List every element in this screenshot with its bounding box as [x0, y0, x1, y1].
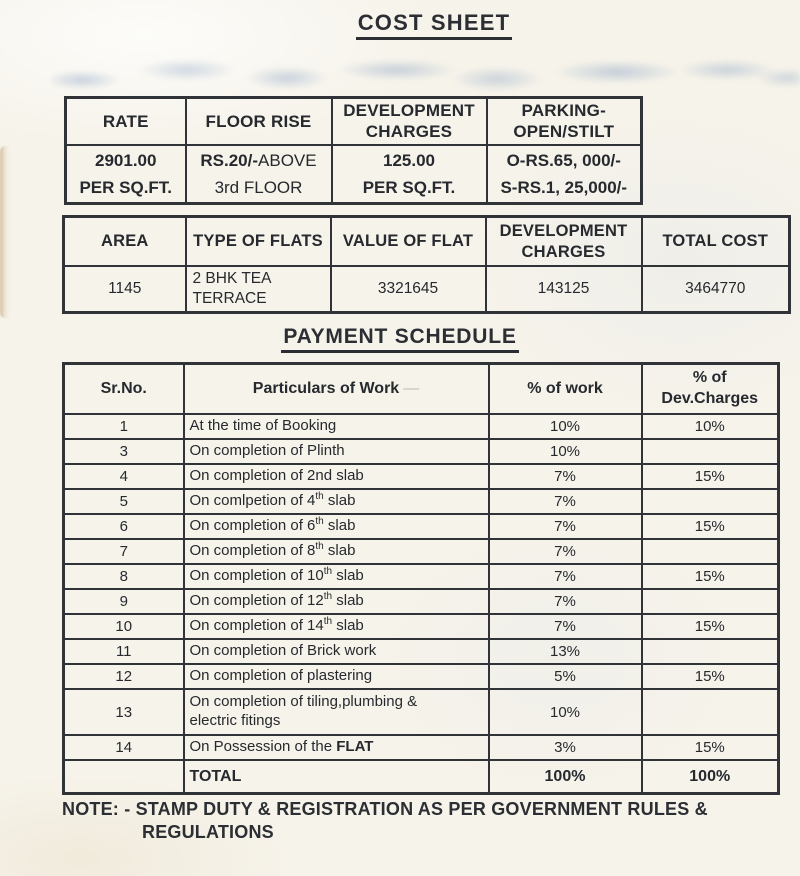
area-value: 1145: [64, 266, 186, 313]
payment-work-cell: 10%: [489, 689, 642, 735]
text-segment: On completion of 12: [189, 592, 324, 610]
text-segment: On comlpetion of 4: [189, 492, 316, 510]
text-segment: 3rd FLOOR: [214, 177, 303, 197]
payment-sr-cell: 11: [64, 639, 184, 664]
text-segment: On Possession of the: [189, 738, 337, 756]
payment-dev-cell: 15%: [642, 735, 779, 760]
page-title: [34, 1, 800, 40]
payment-dev-cell: 10%: [642, 414, 779, 439]
percent-work-header: % of work: [489, 364, 642, 415]
flat-cost-header-row: [64, 217, 790, 267]
value-of-flat-value: 3321645: [331, 266, 486, 313]
payment-dev-cell: [642, 489, 779, 514]
payment-sr-cell: 3: [64, 439, 184, 464]
text-segment: On completion of 10: [189, 567, 324, 585]
payment-dev-cell: [642, 439, 779, 464]
superscript-text: th: [323, 566, 333, 578]
payment-particulars-cell: [184, 439, 489, 464]
payment-particulars-cell: [184, 689, 489, 735]
payment-particulars-cell: [184, 489, 489, 514]
parking-value: [487, 145, 642, 204]
text-segment: On completion of 2nd slab: [189, 467, 364, 485]
payment-row: [64, 689, 779, 735]
text-segment: PER SQ.FT.: [362, 177, 456, 197]
floor-rise-value: [186, 145, 332, 204]
payment-header-row: [64, 364, 779, 415]
payment-work-cell: 13%: [489, 639, 642, 664]
note-line1: NOTE: - STAMP DUTY & REGISTRATION AS PER GOVERNMENT RULES &: [62, 799, 708, 819]
percent-dev-charges-header: % of Dev.Charges: [642, 364, 779, 415]
type-of-flats-value: 2 BHK TEA TERRACE: [186, 266, 331, 313]
text-segment: slab: [323, 492, 356, 510]
payment-table-body: [64, 414, 779, 794]
rate-table-value-row: [66, 145, 642, 204]
particulars-header-text: Particulars of Work: [252, 379, 400, 397]
development-charges-header: DEVELOPMENT CHARGES: [486, 217, 642, 267]
text-segment: slab: [332, 567, 364, 585]
text-segment: On completion of 14: [189, 617, 324, 635]
text-segment: 125.00: [383, 150, 435, 170]
text-segment: ABOVE: [258, 150, 317, 170]
payment-sr-cell: 9: [64, 589, 184, 614]
payment-sr-cell: [64, 760, 184, 794]
text-segment: TOTAL: [189, 767, 242, 785]
scan-bleed-artifact: [52, 52, 800, 96]
area-header: AREA: [64, 217, 186, 267]
value-of-flat-header: VALUE OF FLAT: [331, 217, 486, 267]
text-segment: slab: [332, 592, 364, 610]
superscript-text: th: [315, 516, 324, 528]
text-segment: On completion of 8: [189, 542, 316, 560]
payment-particulars-cell: [184, 639, 489, 664]
payment-particulars-cell: [184, 664, 489, 689]
payment-schedule-table: [62, 362, 780, 795]
payment-particulars-cell: [184, 514, 489, 539]
text-segment: 2901.00: [95, 150, 157, 170]
text-segment: FLAT: [336, 738, 374, 756]
payment-particulars-cell: [184, 414, 489, 439]
payment-row: [64, 614, 779, 639]
payment-particulars-cell: [184, 760, 489, 794]
payment-particulars-cell: [184, 539, 489, 564]
payment-dev-cell: 15%: [642, 464, 779, 489]
page-title-text: COST SHEET: [356, 10, 513, 40]
page-edge-artifact: [0, 146, 10, 318]
payment-work-cell: 7%: [489, 539, 642, 564]
payment-row: [64, 464, 779, 489]
payment-row: [64, 414, 779, 439]
flat-cost-table: [62, 215, 791, 314]
payment-sr-cell: 1: [64, 414, 184, 439]
superscript-text: th: [315, 491, 324, 503]
payment-work-cell: 7%: [489, 514, 642, 539]
payment-row: [64, 489, 779, 514]
payment-dev-cell: 100%: [642, 760, 779, 794]
flat-cost-value-row: [64, 266, 790, 313]
payment-particulars-cell: [184, 464, 489, 489]
text-segment: On completion of 6: [189, 517, 316, 535]
text-segment: On completion of tiling,plumbing & electric fitings: [189, 693, 418, 729]
text-segment: On completion of plastering: [189, 667, 373, 685]
superscript-text: th: [323, 616, 333, 628]
development-charges-value: 143125: [486, 266, 642, 313]
payment-row: [64, 760, 779, 794]
payment-dev-cell: [642, 589, 779, 614]
payment-work-cell: 100%: [489, 760, 642, 794]
note: [62, 798, 762, 845]
payment-dev-cell: 15%: [642, 564, 779, 589]
payment-sr-cell: 6: [64, 514, 184, 539]
payment-dev-cell: [642, 689, 779, 735]
payment-schedule-heading: [0, 322, 800, 353]
rate-table-header-row: [66, 98, 642, 145]
total-cost-header: TOTAL COST: [642, 217, 790, 267]
text-segment: slab: [332, 617, 364, 635]
payment-sr-cell: 14: [64, 735, 184, 760]
payment-work-cell: 5%: [489, 664, 642, 689]
total-cost-value: 3464770: [642, 266, 790, 313]
payment-work-cell: 10%: [489, 439, 642, 464]
payment-particulars-cell: [184, 589, 489, 614]
payment-work-cell: 7%: [489, 464, 642, 489]
superscript-text: th: [323, 591, 333, 603]
text-segment: slab: [323, 517, 356, 535]
floor-rise-header: FLOOR RISE: [186, 98, 332, 145]
payment-row: [64, 539, 779, 564]
text-segment: On completion of Brick work: [189, 642, 377, 660]
payment-sr-cell: 5: [64, 489, 184, 514]
payment-dev-cell: 15%: [642, 664, 779, 689]
payment-row: [64, 664, 779, 689]
development-charges-header: DEVELOPMENT CHARGES: [332, 98, 487, 145]
rate-value: [66, 145, 186, 204]
payment-sr-cell: 10: [64, 614, 184, 639]
text-segment: slab: [323, 542, 356, 560]
superscript-text: th: [315, 541, 324, 553]
text-segment: PER SQ.FT.: [79, 177, 173, 197]
payment-work-cell: 10%: [489, 414, 642, 439]
payment-sr-cell: 8: [64, 564, 184, 589]
parking-header: PARKING- OPEN/STILT: [487, 98, 642, 145]
payment-row: [64, 564, 779, 589]
payment-sr-cell: 12: [64, 664, 184, 689]
payment-row: [64, 589, 779, 614]
payment-sr-cell: 13: [64, 689, 184, 735]
rate-header: RATE: [66, 98, 186, 145]
development-charges-value: [332, 145, 487, 204]
text-segment: S-RS.1, 25,000/-: [500, 177, 628, 197]
text-segment: On completion of Plinth: [189, 442, 345, 460]
payment-work-cell: 7%: [489, 589, 642, 614]
sr-no-header: Sr.No.: [64, 364, 184, 415]
payment-row: [64, 639, 779, 664]
type-of-flats-header: TYPE OF FLATS: [186, 217, 331, 267]
text-segment: O-RS.65, 000/-: [506, 150, 621, 170]
text-segment: RS.20/-: [200, 150, 259, 170]
payment-dev-cell: [642, 639, 779, 664]
payment-sr-cell: 7: [64, 539, 184, 564]
payment-particulars-cell: [184, 614, 489, 639]
payment-row: [64, 735, 779, 760]
note-line2: REGULATIONS: [142, 822, 274, 843]
payment-particulars-cell: [184, 735, 489, 760]
payment-row: [64, 514, 779, 539]
payment-sr-cell: 4: [64, 464, 184, 489]
rate-table: [64, 96, 643, 205]
pencil-dash-artifact: —: [403, 379, 420, 397]
payment-dev-cell: 15%: [642, 514, 779, 539]
payment-work-cell: 7%: [489, 614, 642, 639]
payment-work-cell: 3%: [489, 735, 642, 760]
payment-dev-cell: 15%: [642, 614, 779, 639]
payment-dev-cell: [642, 539, 779, 564]
payment-schedule-heading-text: PAYMENT SCHEDULE: [281, 325, 518, 353]
text-segment: At the time of Booking: [189, 417, 337, 435]
payment-row: [64, 439, 779, 464]
payment-particulars-cell: [184, 564, 489, 589]
particulars-header: [184, 364, 489, 415]
payment-work-cell: 7%: [489, 489, 642, 514]
payment-work-cell: 7%: [489, 564, 642, 589]
